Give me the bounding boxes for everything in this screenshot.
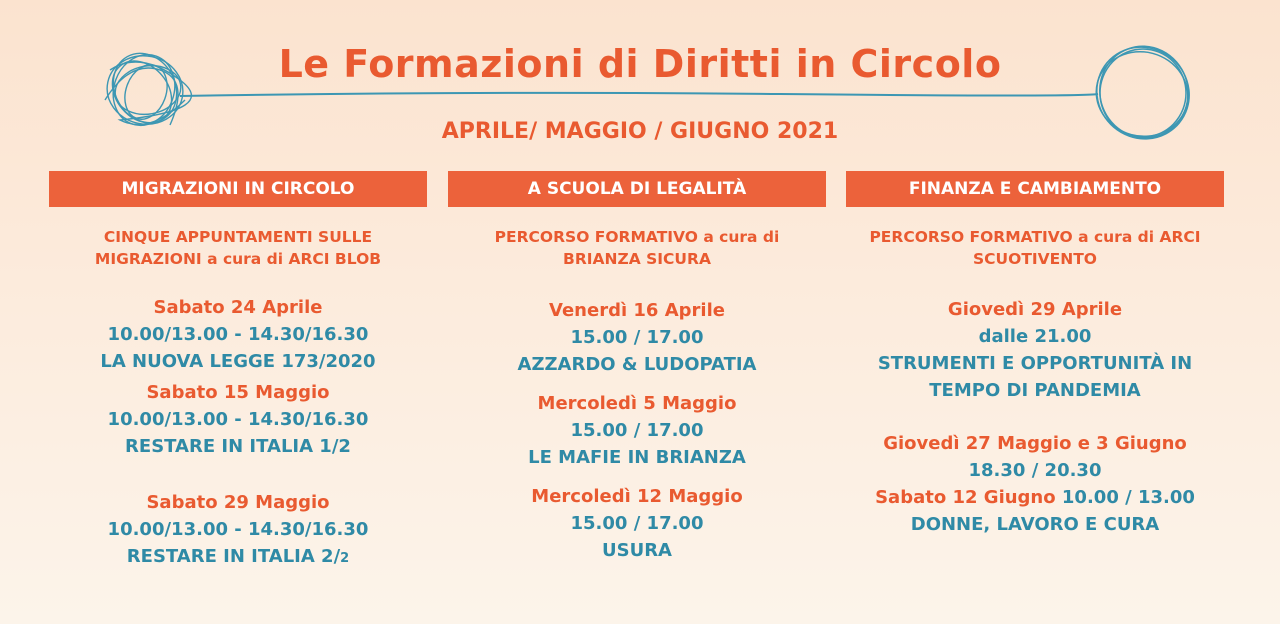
column-intro bbox=[448, 226, 826, 270]
event-topic: LA NUOVA LEGGE 173/2020 bbox=[100, 351, 376, 372]
event-date: Mercoledì 12 Maggio bbox=[531, 486, 743, 507]
column-intro bbox=[846, 226, 1224, 270]
intro-line: PERCORSO FORMATIVO a cura di ARCI bbox=[869, 228, 1201, 246]
event bbox=[846, 430, 1224, 538]
event-topic: LE MAFIE IN BRIANZA bbox=[528, 447, 746, 468]
intro-line: CINQUE APPUNTAMENTI SULLE bbox=[103, 228, 373, 246]
column-header: FINANZA E CAMBIAMENTO bbox=[846, 171, 1224, 207]
event bbox=[448, 297, 826, 378]
event-date: Giovedì 29 Aprile bbox=[947, 299, 1123, 320]
event-date: Venerdì 16 Aprile bbox=[549, 300, 725, 321]
page-title: Le Formazioni di Diritti in Circolo bbox=[278, 42, 1002, 86]
event-date: Giovedì 27 Maggio e 3 Giugno bbox=[883, 433, 1187, 454]
event-date: Mercoledì 5 Maggio bbox=[537, 393, 737, 414]
event-date: Sabato 12 Giugno bbox=[875, 487, 1056, 508]
event bbox=[448, 483, 826, 564]
column-header: A SCUOLA DI LEGALITÀ bbox=[448, 171, 826, 207]
column-migrazioni bbox=[49, 171, 427, 572]
event bbox=[49, 379, 427, 460]
intro-line: MIGRAZIONI a cura di ARCI BLOB bbox=[94, 250, 382, 268]
event-topic: DONNE, LAVORO E CURA bbox=[910, 514, 1160, 535]
event-date-time bbox=[846, 484, 1224, 511]
column-finanza bbox=[846, 171, 1224, 538]
event-time: 10.00 / 13.00 bbox=[1061, 487, 1195, 508]
thread-line bbox=[180, 88, 1100, 102]
column-intro bbox=[49, 226, 427, 270]
page-subtitle: APRILE/ MAGGIO / GIUGNO 2021 bbox=[441, 119, 839, 144]
event-date: Sabato 24 Aprile bbox=[153, 297, 323, 318]
event-time: 10.00/13.00 - 14.30/16.30 bbox=[107, 519, 369, 540]
event-topic: STRUMENTI E OPPORTUNITÀ IN bbox=[877, 353, 1193, 374]
event-topic: RESTARE IN ITALIA 1/2 bbox=[125, 436, 351, 457]
column-header: MIGRAZIONI IN CIRCOLO bbox=[49, 171, 427, 207]
event-time: 18.30 / 20.30 bbox=[968, 460, 1102, 481]
event bbox=[49, 294, 427, 375]
event bbox=[448, 390, 826, 471]
event-time: 15.00 / 17.00 bbox=[570, 420, 704, 441]
event-time: dalle 21.00 bbox=[978, 326, 1092, 347]
event-date: Sabato 15 Maggio bbox=[146, 382, 330, 403]
event bbox=[49, 489, 427, 572]
intro-line: BRIANZA SICURA bbox=[563, 250, 711, 268]
event-time: 15.00 / 17.00 bbox=[570, 513, 704, 534]
event-topic bbox=[49, 543, 427, 572]
event bbox=[846, 296, 1224, 404]
topic-text: RESTARE IN ITALIA 2/ bbox=[126, 546, 341, 567]
event-topic: USURA bbox=[602, 540, 672, 561]
event-time: 15.00 / 17.00 bbox=[570, 327, 704, 348]
event-time: 10.00/13.00 - 14.30/16.30 bbox=[107, 324, 369, 345]
event-topic: TEMPO DI PANDEMIA bbox=[929, 380, 1141, 401]
event-time: 10.00/13.00 - 14.30/16.30 bbox=[107, 409, 369, 430]
column-legalita bbox=[448, 171, 826, 564]
topic-small: 2 bbox=[340, 551, 350, 566]
event-date: Sabato 29 Maggio bbox=[146, 492, 330, 513]
intro-line: PERCORSO FORMATIVO a cura di bbox=[494, 228, 780, 246]
intro-line: SCUOTIVENTO bbox=[973, 250, 1097, 268]
event-topic: AZZARDO & LUDOPATIA bbox=[517, 354, 757, 375]
